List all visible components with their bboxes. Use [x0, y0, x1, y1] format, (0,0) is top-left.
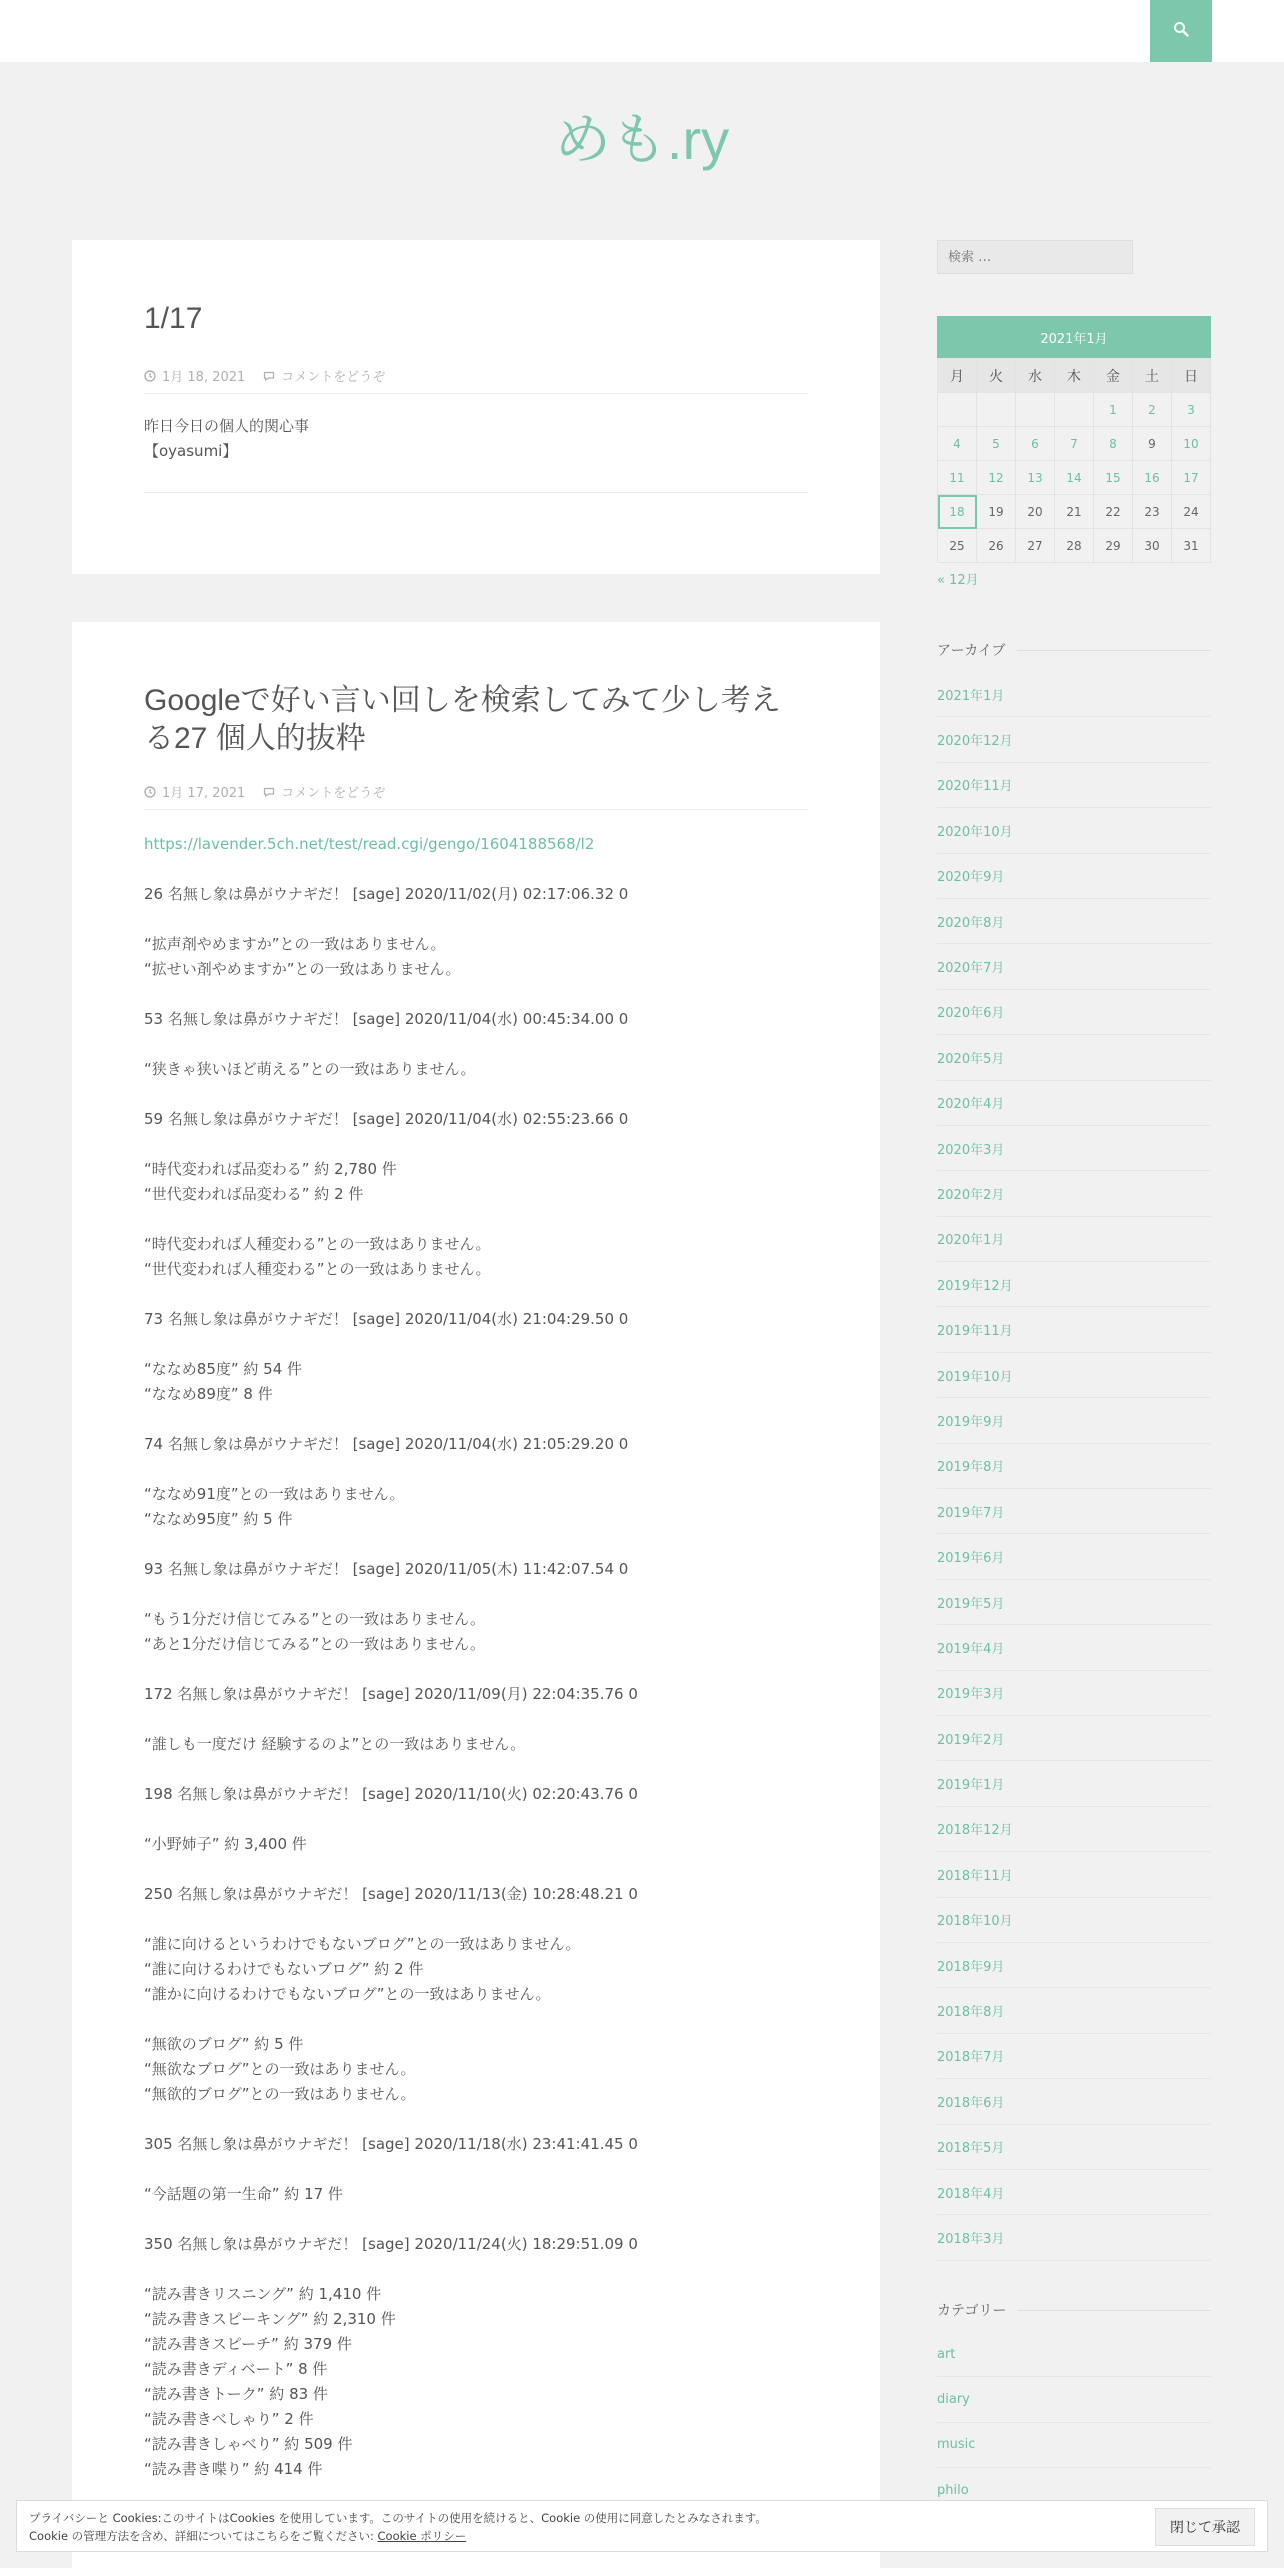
content-line: 74 名無し象は鼻がウナギだ！ [sage] 2020/11/04(水) 21:05:29.20 0: [144, 1435, 629, 1453]
archive-item: [937, 1217, 1211, 1262]
cookie-text: [29, 2509, 1129, 2545]
calendar-day[interactable]: 7: [1055, 427, 1094, 461]
calendar-day[interactable]: 1: [1094, 393, 1133, 427]
archive-item: [937, 990, 1211, 1035]
post-card: [72, 240, 880, 574]
post-comments-text: コメントをどうぞ: [281, 786, 386, 801]
archive-item: [937, 1534, 1211, 1579]
calendar-day[interactable]: 17: [1172, 461, 1211, 495]
archive-link[interactable]: 2019年10月: [937, 1369, 1013, 1385]
content-gap: [144, 1082, 808, 1107]
content-line: 【oyasumi】: [144, 442, 238, 460]
post-comments-text: コメントをどうぞ: [281, 370, 386, 385]
category-link[interactable]: philo: [937, 2482, 969, 2498]
calendar-empty-cell: [1016, 393, 1055, 427]
archive-link[interactable]: 2020年9月: [937, 870, 1005, 886]
calendar-day[interactable]: 11: [938, 461, 977, 495]
archive-link[interactable]: 2018年3月: [937, 2231, 1005, 2247]
archive-item: [937, 1035, 1211, 1080]
archive-item: [937, 854, 1211, 899]
calendar-table: [937, 358, 1211, 563]
calendar-day: 23: [1133, 495, 1172, 529]
content-line: “ななめ95度” 約 5 件: [144, 1510, 293, 1528]
calendar-day[interactable]: 2: [1133, 393, 1172, 427]
post-date-text: 1月 17, 2021: [162, 786, 246, 801]
archive-item: [937, 1489, 1211, 1534]
archive-link[interactable]: 2019年4月: [937, 1641, 1005, 1657]
archive-link[interactable]: 2018年10月: [937, 1914, 1013, 1930]
archive-widget: [937, 640, 1211, 2261]
archive-link[interactable]: 2020年11月: [937, 779, 1013, 795]
category-link[interactable]: music: [937, 2437, 976, 2453]
calendar-day: 30: [1133, 529, 1172, 563]
archive-link[interactable]: 2021年1月: [937, 688, 1005, 704]
calendar-day[interactable]: 8: [1094, 427, 1133, 461]
post-divider: [144, 492, 808, 493]
calendar-day: 19: [977, 495, 1016, 529]
calendar-empty-cell: [1055, 393, 1094, 427]
content-line: 93 名無し象は鼻がウナギだ！ [sage] 2020/11/05(木) 11:42:07.54 0: [144, 1560, 629, 1578]
calendar-week: [938, 495, 1211, 529]
content-line: “読み書きトーク” 約 83 件: [144, 2385, 328, 2403]
archive-link[interactable]: 2019年3月: [937, 1687, 1005, 1703]
archive-item: [937, 1081, 1211, 1126]
content-gap: [144, 1207, 808, 1232]
calendar-day[interactable]: 15: [1094, 461, 1133, 495]
post-meta: [144, 366, 808, 394]
archive-link[interactable]: 2020年3月: [937, 1142, 1005, 1158]
archive-link[interactable]: 2020年10月: [937, 824, 1013, 840]
archive-item: [937, 2125, 1211, 2170]
content-line: “読み書きスピーチ” 約 379 件: [144, 2335, 352, 2353]
source-thread-link[interactable]: https://lavender.5ch.net/test/read.cgi/gengo/1604188568/l2: [144, 835, 595, 853]
content-gap: [144, 1807, 808, 1832]
content-line: “読み書きディベート” 8 件: [144, 2360, 328, 2378]
calendar-day: 20: [1016, 495, 1055, 529]
calendar-day[interactable]: 5: [977, 427, 1016, 461]
archive-item: [937, 1262, 1211, 1307]
content-line: “狭きゃ狭いほど萌える”との一致はありません。: [144, 1060, 476, 1078]
clock-icon: [144, 370, 156, 382]
calendar-day: 27: [1016, 529, 1055, 563]
content-line: “読み書きリスニング” 約 1,410 件: [144, 2285, 382, 2303]
archive-link[interactable]: 2019年6月: [937, 1551, 1005, 1567]
content-line: 昨日今日の個人的関心事: [144, 417, 310, 435]
content-line: “ななめ91度”との一致はありません。: [144, 1485, 405, 1503]
content-gap: [144, 2107, 808, 2132]
content-gap: [144, 2257, 808, 2282]
content-line: 53 名無し象は鼻がウナギだ！ [sage] 2020/11/04(水) 00:45:34.00 0: [144, 1010, 629, 1028]
content-line: 26 名無し象は鼻がウナギだ！ [sage] 2020/11/02(月) 02:17:06.32 0: [144, 885, 629, 903]
content-line: “無欲的ブログ”との一致はありません。: [144, 2085, 416, 2103]
content-gap: [144, 1857, 808, 1882]
calendar-day-header: 木: [1055, 359, 1094, 393]
archive-link[interactable]: 2018年4月: [937, 2186, 1005, 2202]
calendar-week: [938, 427, 1211, 461]
archive-link[interactable]: 2020年4月: [937, 1097, 1005, 1113]
archive-item: [937, 1852, 1211, 1897]
archive-link[interactable]: 2018年7月: [937, 2050, 1005, 2066]
content-line: 305 名無し象は鼻がウナギだ！ [sage] 2020/11/18(水) 23:41:41.45 0: [144, 2135, 638, 2153]
calendar-day[interactable]: 10: [1172, 427, 1211, 461]
category-widget-title: [937, 2300, 1211, 2320]
content-line: “拡声剤やめますか”との一致はありません。: [144, 935, 446, 953]
archive-item: [937, 1671, 1211, 1716]
calendar-day: 28: [1055, 529, 1094, 563]
clock-icon: [144, 786, 156, 798]
content-line: “ななめ89度” 8 件: [144, 1385, 273, 1403]
archive-link[interactable]: 2020年1月: [937, 1233, 1005, 1249]
content-line: “読み書き喋り” 約 414 件: [144, 2460, 323, 2478]
content-line: “拡せい剤やめますか”との一致はありません。: [144, 960, 461, 978]
content-line: “時代変われば人種変わる”との一致はありません。: [144, 1235, 491, 1253]
post-title[interactable]: Googleで好い言い回しを検索してみて少し考える27 個人的抜粋: [144, 684, 781, 755]
calendar-day: 29: [1094, 529, 1133, 563]
archive-item: [937, 717, 1211, 762]
search-toggle-button[interactable]: [1150, 0, 1212, 62]
site-title[interactable]: めも.ry: [554, 108, 730, 171]
calendar-day[interactable]: 3: [1172, 393, 1211, 427]
content-gap: [144, 857, 808, 882]
content-line: “世代変われば人種変わる”との一致はありません。: [144, 1260, 491, 1278]
calendar-week: [938, 461, 1211, 495]
content-gap: [144, 1657, 808, 1682]
calendar-day[interactable]: 14: [1055, 461, 1094, 495]
cookie-accept-button[interactable]: 閉じて承認: [1155, 2508, 1255, 2546]
post-content: [144, 832, 808, 2507]
archive-item: [937, 1126, 1211, 1171]
archive-item: [937, 1580, 1211, 1625]
archive-item: [937, 1807, 1211, 1852]
content-line: “誰しも一度だけ 経験するのよ”との一致はありません。: [144, 1735, 526, 1753]
archive-link[interactable]: 2018年12月: [937, 1823, 1013, 1839]
archive-link[interactable]: 2019年1月: [937, 1778, 1005, 1794]
cookie-policy-link[interactable]: Cookie ポリシー: [377, 2529, 467, 2543]
content-gap: [144, 1582, 808, 1607]
comment-icon: [263, 786, 275, 798]
content-gap: [144, 2157, 808, 2182]
archive-item: [937, 944, 1211, 989]
calendar-caption: 2021年1月: [937, 316, 1211, 358]
archive-item: [937, 808, 1211, 853]
content-line: 250 名無し象は鼻がウナギだ！ [sage] 2020/11/13(金) 10:28:48.21 0: [144, 1885, 638, 1903]
archive-link[interactable]: 2020年8月: [937, 915, 1005, 931]
archive-link[interactable]: 2018年8月: [937, 2005, 1005, 2021]
content-line: “無欲のブログ” 約 5 件: [144, 2035, 304, 2053]
content-gap: [144, 1282, 808, 1307]
content-line: “あと1分だけ信じてみる”との一致はありません。: [144, 1635, 485, 1653]
content-gap: [144, 1757, 808, 1782]
post-comments-link[interactable]: [263, 366, 385, 385]
archive-item: [937, 1307, 1211, 1352]
archive-item: [937, 672, 1211, 717]
content-line: “読み書きべしゃり” 2 件: [144, 2410, 314, 2428]
post-comments-link[interactable]: [263, 782, 385, 801]
content-line: “ななめ85度” 約 54 件: [144, 1360, 303, 1378]
category-item: [937, 2423, 1211, 2468]
calendar-day-header: 水: [1016, 359, 1055, 393]
archive-item: [937, 1898, 1211, 1943]
archive-link[interactable]: 2018年11月: [937, 1868, 1013, 1884]
content-gap: [144, 1132, 808, 1157]
post-date[interactable]: [144, 782, 245, 801]
archive-link[interactable]: 2019年2月: [937, 1732, 1005, 1748]
archive-link[interactable]: 2020年12月: [937, 734, 1013, 750]
post-date-text: 1月 18, 2021: [162, 370, 246, 385]
content-line: “今話題の第一生命” 約 17 件: [144, 2185, 343, 2203]
archive-item: [937, 2215, 1211, 2260]
content-line: “小野姉子” 約 3,400 件: [144, 1835, 307, 1853]
archive-item: [937, 1988, 1211, 2033]
calendar-day[interactable]: 16: [1133, 461, 1172, 495]
sidebar-search-input[interactable]: [937, 240, 1133, 274]
content-line: “読み書きスピーキング” 約 2,310 件: [144, 2310, 396, 2328]
archive-link[interactable]: 2020年2月: [937, 1187, 1005, 1203]
content-line: 350 名無し象は鼻がウナギだ！ [sage] 2020/11/24(火) 18:29:51.09 0: [144, 2235, 638, 2253]
post-card: [72, 622, 880, 2568]
calendar-day-header: 月: [938, 359, 977, 393]
archive-link[interactable]: 2020年7月: [937, 961, 1005, 977]
archive-item: [937, 1943, 1211, 1988]
archive-item: [937, 2170, 1211, 2215]
archive-link[interactable]: 2018年6月: [937, 2095, 1005, 2111]
calendar-day: 9: [1133, 427, 1172, 461]
calendar-day: 31: [1172, 529, 1211, 563]
category-list: [937, 2332, 1211, 2514]
archive-link[interactable]: 2020年5月: [937, 1051, 1005, 1067]
content-line: “もう1分だけ信じてみる”との一致はありません。: [144, 1610, 485, 1628]
top-bar: [0, 0, 1284, 62]
content-line: 73 名無し象は鼻がウナギだ！ [sage] 2020/11/04(水) 21:04:29.50 0: [144, 1310, 629, 1328]
content-gap: [144, 2007, 808, 2032]
cookie-banner: [16, 2500, 1268, 2552]
content-line: 172 名無し象は鼻がウナギだ！ [sage] 2020/11/09(月) 22:04:35.76 0: [144, 1685, 638, 1703]
category-item: [937, 2377, 1211, 2422]
archive-link[interactable]: 2019年7月: [937, 1505, 1005, 1521]
archive-item: [937, 1716, 1211, 1761]
archive-item: [937, 1625, 1211, 1670]
calendar-day-header: 火: [977, 359, 1016, 393]
archive-item: [937, 2034, 1211, 2079]
category-widget: [937, 2300, 1211, 2514]
archive-link[interactable]: 2019年8月: [937, 1460, 1005, 1476]
calendar-empty-cell: [938, 393, 977, 427]
archive-list: [937, 672, 1211, 2261]
archive-link[interactable]: 2019年9月: [937, 1414, 1005, 1430]
calendar-day-header: 土: [1133, 359, 1172, 393]
content-gap: [144, 1707, 808, 1732]
archive-link[interactable]: 2018年9月: [937, 1959, 1005, 1975]
calendar-day[interactable]: 12: [977, 461, 1016, 495]
content-gap: [144, 1332, 808, 1357]
content-line: “無欲なブログ”との一致はありません。: [144, 2060, 416, 2078]
archive-link[interactable]: 2018年5月: [937, 2141, 1005, 2157]
content-gap: [144, 907, 808, 932]
archive-item: [937, 1444, 1211, 1489]
calendar-day: 21: [1055, 495, 1094, 529]
comment-icon: [263, 370, 275, 382]
content-gap: [144, 982, 808, 1007]
content-gap: [144, 1032, 808, 1057]
cookie-line: [29, 2527, 1129, 2545]
calendar-day-header: 日: [1172, 359, 1211, 393]
calendar-widget: [937, 316, 1211, 588]
content-gap: [144, 1457, 808, 1482]
category-link[interactable]: diary: [937, 2392, 970, 2408]
calendar-day[interactable]: 4: [938, 427, 977, 461]
calendar-day: 25: [938, 529, 977, 563]
category-item: [937, 2332, 1211, 2377]
content-line: “世代変われば品変わる” 約 2 件: [144, 1185, 364, 1203]
calendar-week: [938, 393, 1211, 427]
post-date[interactable]: [144, 366, 245, 385]
content-line: 59 名無し象は鼻がウナギだ！ [sage] 2020/11/04(水) 02:55:23.66 0: [144, 1110, 629, 1128]
content-line: “誰に向けるというわけでもないブログ”との一致はありません。: [144, 1935, 581, 1953]
archive-link[interactable]: 2019年12月: [937, 1278, 1013, 1294]
content-line: “誰かに向けるわけでもないブログ”との一致はありません。: [144, 1985, 551, 2003]
calendar-week: [938, 529, 1211, 563]
calendar-day: 26: [977, 529, 1016, 563]
content-line: “誰に向けるわけでもないブログ” 約 2 件: [144, 1960, 424, 1978]
cookie-line-prefix: Cookie の管理方法を含め、詳細についてはこちらをご覧ください:: [29, 2529, 378, 2543]
category-link[interactable]: art: [937, 2346, 956, 2362]
archive-widget-title: [937, 640, 1211, 660]
category-title-text: カテゴリー: [937, 2303, 1007, 2319]
content-gap: [144, 1532, 808, 1557]
calendar-day[interactable]: 13: [1016, 461, 1055, 495]
archive-item: [937, 1398, 1211, 1443]
archive-link[interactable]: 2019年11月: [937, 1324, 1013, 1340]
calendar-day[interactable]: 6: [1016, 427, 1055, 461]
calendar-day: 22: [1094, 495, 1133, 529]
calendar-empty-cell: [977, 393, 1016, 427]
content-line: “読み書きしゃべり” 約 509 件: [144, 2435, 353, 2453]
content-line: 198 名無し象は鼻がウナギだ！ [sage] 2020/11/10(火) 02:20:43.76 0: [144, 1785, 638, 1803]
cookie-line: プライバシーと Cookies:このサイトはCookies を使用しています。このサイトの使用を続けると、Cookie の使用に同意したとみなされます。: [29, 2511, 767, 2525]
post-content: [144, 414, 808, 464]
archive-item: [937, 1353, 1211, 1398]
archive-item: [937, 2079, 1211, 2124]
archive-link[interactable]: 2020年6月: [937, 1006, 1005, 1022]
calendar-day[interactable]: 18: [938, 495, 977, 529]
archive-item: [937, 1171, 1211, 1216]
search-icon: [1173, 21, 1189, 41]
archive-item: [937, 763, 1211, 808]
archive-title-text: アーカイブ: [937, 643, 1006, 659]
calendar-day-header: 金: [1094, 359, 1133, 393]
archive-item: [937, 899, 1211, 944]
calendar-prev-month-link[interactable]: « 12月: [937, 573, 979, 588]
calendar-day: 24: [1172, 495, 1211, 529]
archive-item: [937, 1761, 1211, 1806]
content-line: “時代変われば品変わる” 約 2,780 件: [144, 1160, 397, 1178]
content-gap: [144, 1907, 808, 1932]
post-title[interactable]: 1/17: [144, 302, 203, 335]
archive-link[interactable]: 2019年5月: [937, 1596, 1005, 1612]
content-gap: [144, 1407, 808, 1432]
post-meta: [144, 782, 808, 810]
content-gap: [144, 2207, 808, 2232]
